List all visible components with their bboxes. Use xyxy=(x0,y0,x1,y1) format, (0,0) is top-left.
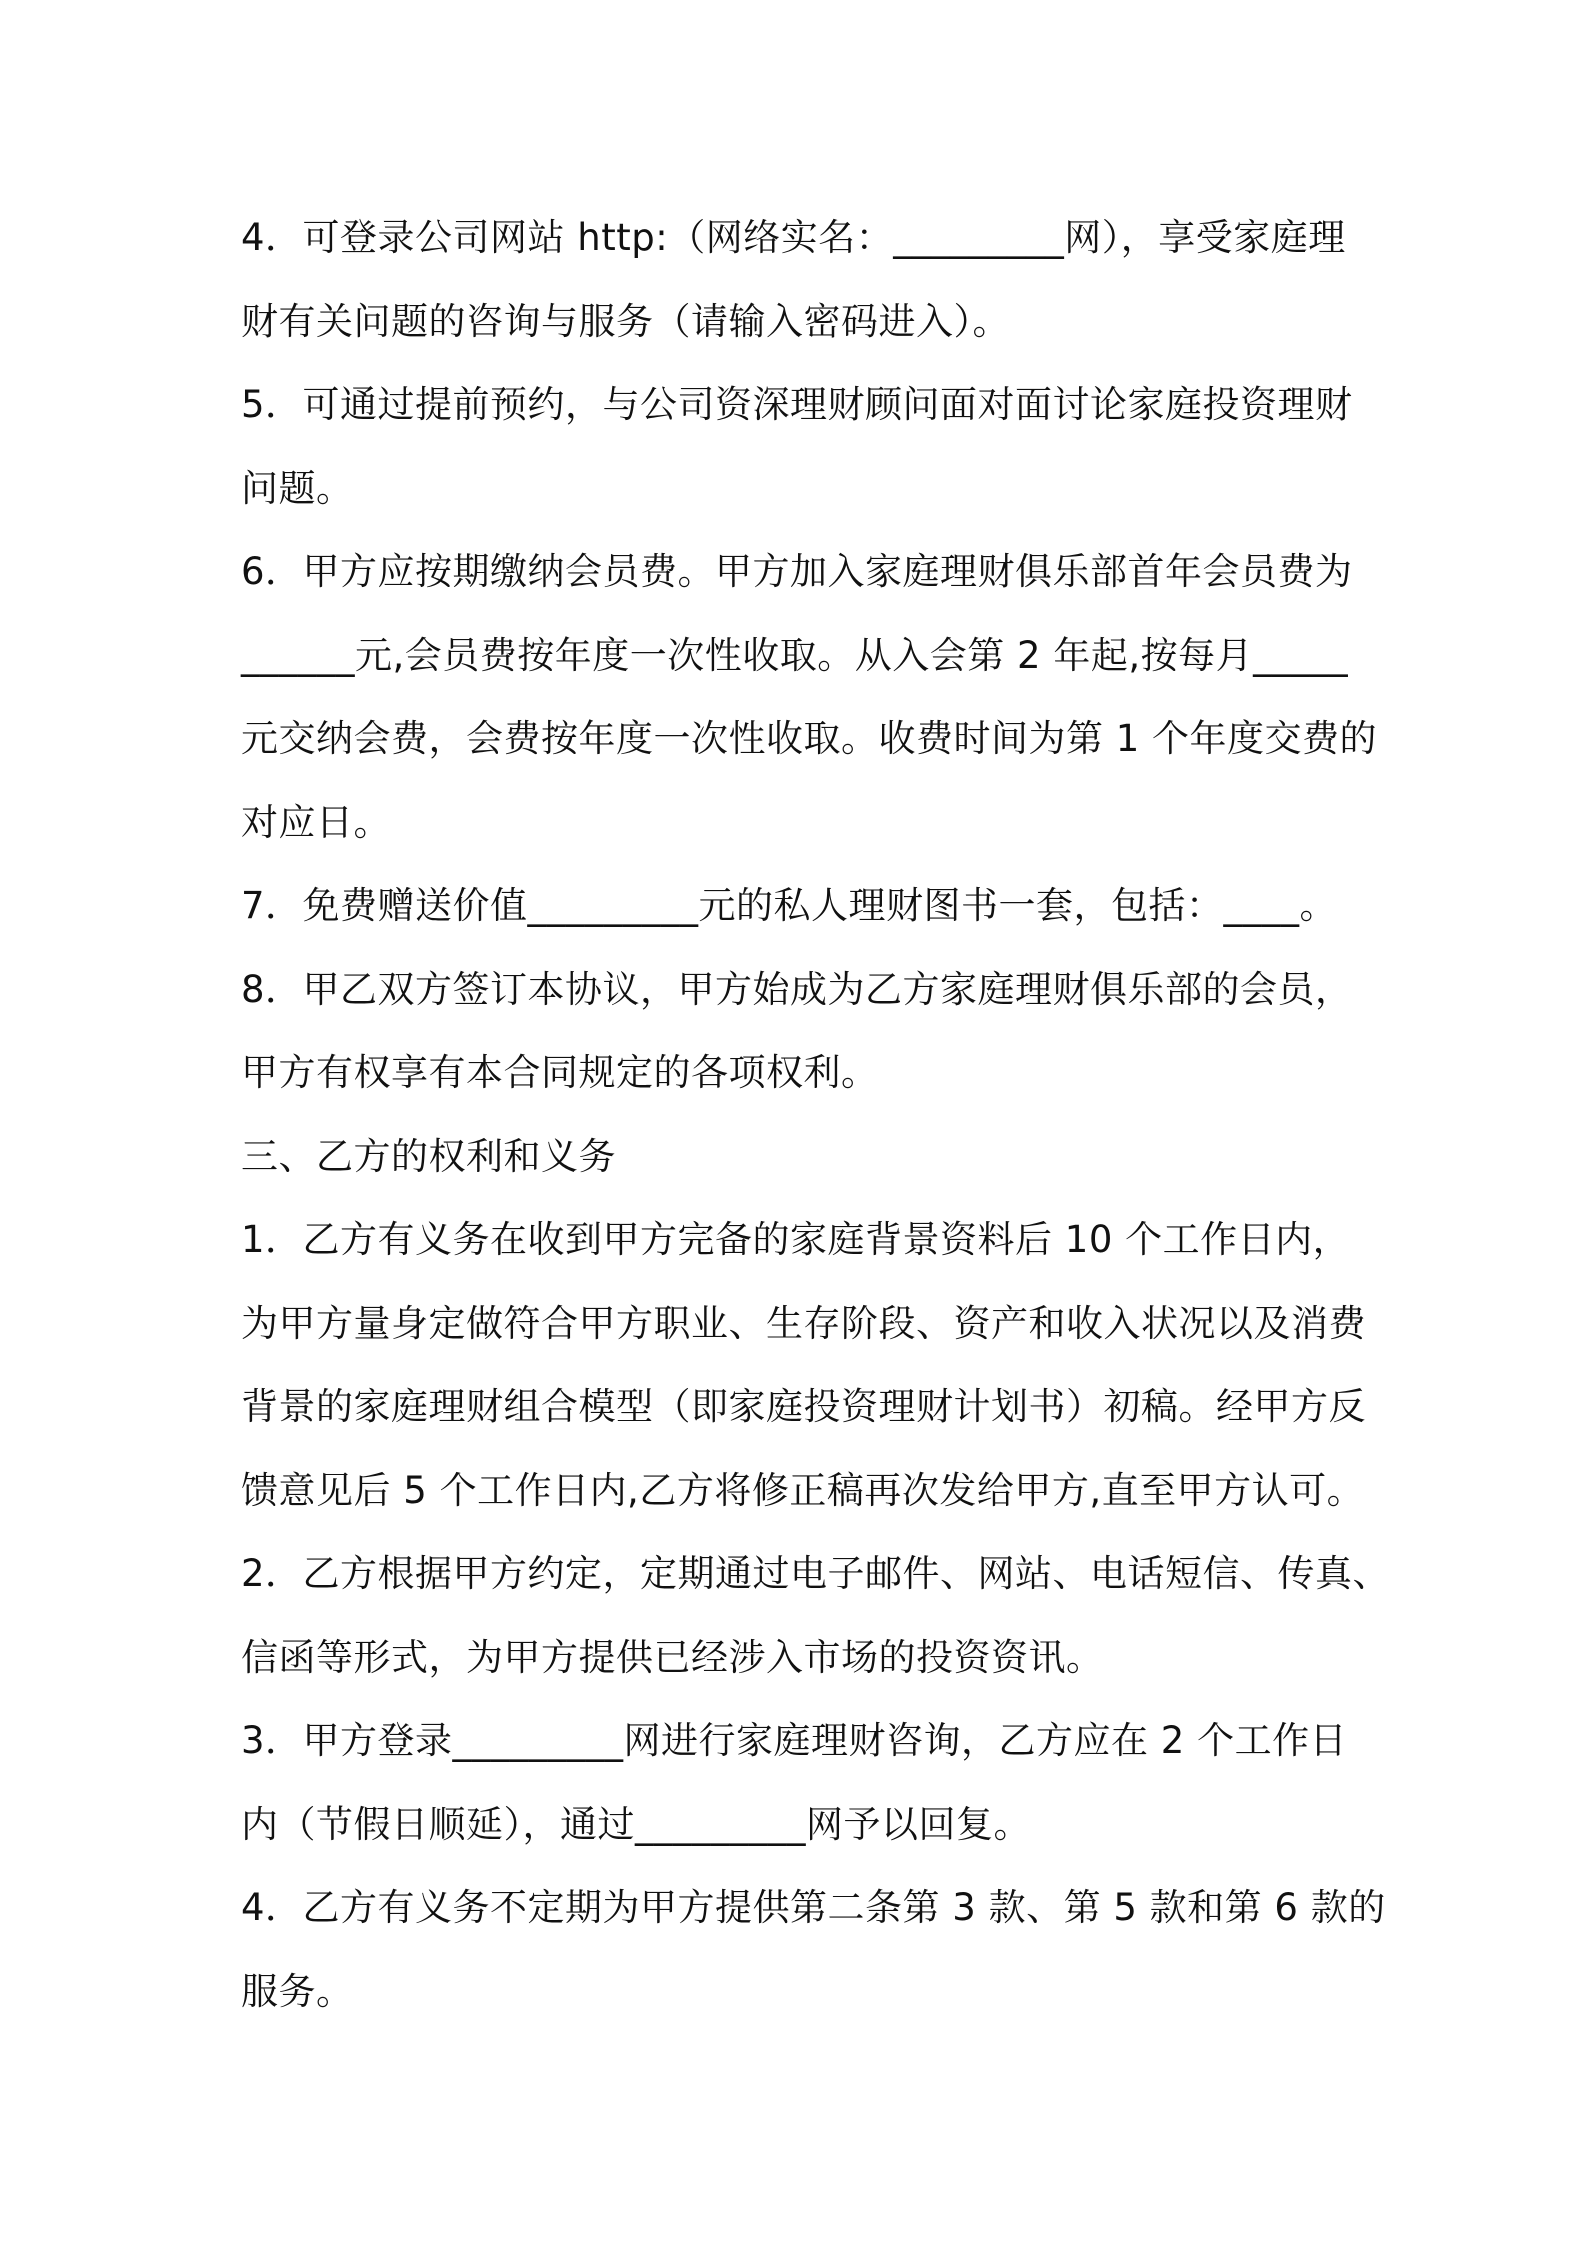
clause-3-4-line-2: 服务。 xyxy=(241,1969,354,2013)
clause-2-7-line-1: 7．免费赠送价值_________元的私人理财图书一套，包括：____。 xyxy=(241,884,1338,927)
clause-3-2-line-1: 2．乙方根据甲方约定，定期通过电子邮件、网站、电话短信、传真、 xyxy=(241,1552,1391,1595)
clause-3-4-line-1: 4．乙方有义务不定期为甲方提供第二条第 3 款、第 5 款和第 6 款的 xyxy=(241,1886,1386,1929)
section-3-heading: 三、乙方的权利和义务 xyxy=(241,1134,616,1178)
clause-3-3-line-1: 3．甲方登录_________网进行家庭理财咨询，乙方应在 2 个工作日 xyxy=(241,1719,1348,1762)
clause-2-8-line-1: 8．甲乙双方签订本协议，甲方始成为乙方家庭理财俱乐部的会员， xyxy=(241,967,1353,1011)
clause-3-1-line-3: 背景的家庭理财组合模型（即家庭投资理财计划书）初稿。经甲方反 xyxy=(241,1385,1366,1428)
clause-2-4-line-1: 4．可登录公司网站 http:（网络实名：_________网），享受家庭理 xyxy=(241,216,1346,259)
clause-2-4-line-2: 财有关问题的咨询与服务（请输入密码进入）。 xyxy=(241,299,1010,343)
clause-2-6-line-4: 对应日。 xyxy=(241,800,391,844)
clause-3-1-line-1: 1．乙方有义务在收到甲方完备的家庭背景资料后 10 个工作日内， xyxy=(241,1218,1351,1261)
clause-2-6-line-2: ______元,会员费按年度一次性收取。从入会第 2 年起,按每月_____ xyxy=(241,633,1349,677)
clause-2-8-line-2: 甲方有权享有本合同规定的各项权利。 xyxy=(241,1051,879,1094)
clause-2-6-line-1: 6．甲方应按期缴纳会员费。甲方加入家庭理财俱乐部首年会员费为 xyxy=(241,550,1353,593)
clause-3-1-line-4: 馈意见后 5 个工作日内,乙方将修正稿再次发给甲方,直至甲方认可。 xyxy=(241,1468,1365,1512)
clause-2-5-line-2: 问题。 xyxy=(241,466,354,510)
clause-3-2-line-2: 信函等形式，为甲方提供已经涉入市场的投资资讯。 xyxy=(241,1635,1104,1679)
clause-3-3-line-2: 内（节假日顺延），通过_________网予以回复。 xyxy=(241,1802,1031,1846)
clause-2-5-line-1: 5．可通过提前预约，与公司资深理财顾问面对面讨论家庭投资理财 xyxy=(241,383,1353,426)
clause-2-6-line-3: 元交纳会费，会费按年度一次性收取。收费时间为第 1 个年度交费的 xyxy=(241,717,1378,760)
clause-3-1-line-2: 为甲方量身定做符合甲方职业、生存阶段、资产和收入状况以及消费 xyxy=(241,1301,1366,1345)
document-body xyxy=(241,196,1391,2033)
